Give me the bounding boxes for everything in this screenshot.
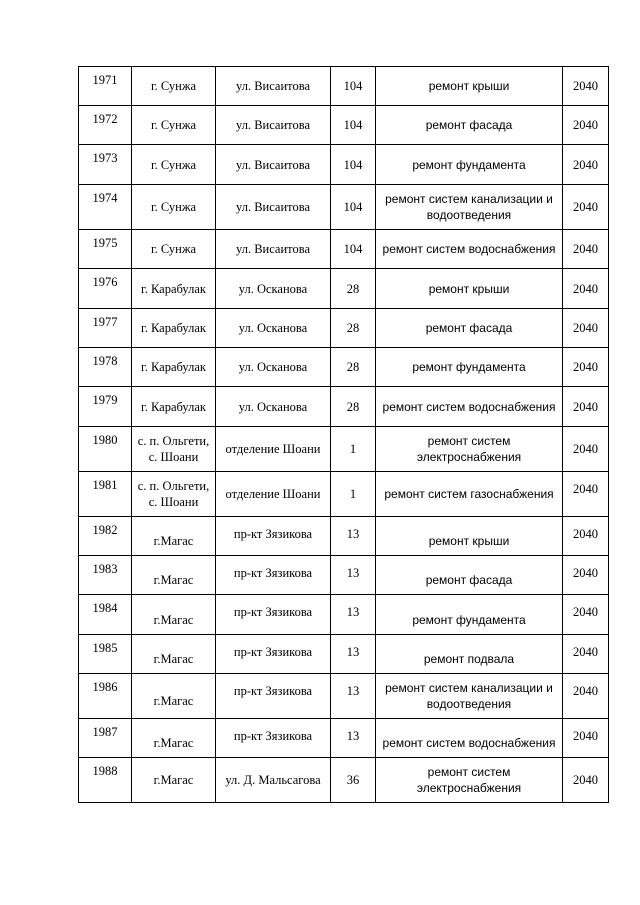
row-number-cell: 1977	[79, 309, 132, 348]
row-number-cell: 1984	[79, 595, 132, 635]
table-row	[79, 427, 609, 472]
planned-year-cell: 2040	[563, 106, 609, 145]
table-row	[79, 635, 609, 674]
street-cell: ул. Висаитова	[216, 145, 331, 185]
repair-work-cell: ремонт систем водоснабжения	[376, 387, 563, 427]
planned-year-cell: 2040	[563, 556, 609, 595]
locality-cell: г.Магас	[132, 517, 216, 556]
row-number-cell: 1976	[79, 269, 132, 309]
locality-cell: г. Карабулак	[132, 309, 216, 348]
planned-year-cell: 2040	[563, 635, 609, 674]
locality-cell: г. Сунжа	[132, 230, 216, 269]
repair-work-cell: ремонт систем канализации и водоотведения	[376, 674, 563, 719]
table-row	[79, 674, 609, 719]
row-number-cell: 1979	[79, 387, 132, 427]
house-number-cell: 13	[331, 674, 376, 719]
street-cell: отделение Шоани	[216, 427, 331, 472]
locality-cell: г.Магас	[132, 556, 216, 595]
street-cell: ул. Висаитова	[216, 106, 331, 145]
row-number-cell: 1981	[79, 472, 132, 517]
repair-work-cell: ремонт крыши	[376, 269, 563, 309]
row-number-cell: 1971	[79, 67, 132, 106]
repair-schedule-table	[78, 66, 609, 803]
repair-work-cell: ремонт крыши	[376, 517, 563, 556]
repair-work-cell: ремонт фундамента	[376, 595, 563, 635]
street-cell: пр-кт Зязикова	[216, 674, 331, 719]
table-row	[79, 185, 609, 230]
row-number-cell: 1975	[79, 230, 132, 269]
repair-work-cell: ремонт систем газоснабжения	[376, 472, 563, 517]
planned-year-cell: 2040	[563, 387, 609, 427]
row-number-cell: 1978	[79, 348, 132, 387]
house-number-cell: 13	[331, 517, 376, 556]
table-row	[79, 348, 609, 387]
table-row	[79, 269, 609, 309]
planned-year-cell: 2040	[563, 185, 609, 230]
row-number-cell: 1982	[79, 517, 132, 556]
locality-cell: г.Магас	[132, 635, 216, 674]
street-cell: пр-кт Зязикова	[216, 517, 331, 556]
locality-cell: г.Магас	[132, 595, 216, 635]
planned-year-cell: 2040	[563, 230, 609, 269]
planned-year-cell: 2040	[563, 595, 609, 635]
table-row	[79, 67, 609, 106]
street-cell: ул. Осканова	[216, 269, 331, 309]
locality-cell: г. Сунжа	[132, 185, 216, 230]
row-number-cell: 1987	[79, 719, 132, 758]
street-cell: ул. Висаитова	[216, 230, 331, 269]
repair-work-cell: ремонт фасада	[376, 556, 563, 595]
street-cell: пр-кт Зязикова	[216, 635, 331, 674]
locality-cell: г. Сунжа	[132, 106, 216, 145]
planned-year-cell: 2040	[563, 758, 609, 803]
repair-work-cell: ремонт фасада	[376, 106, 563, 145]
locality-cell: г.Магас	[132, 719, 216, 758]
row-number-cell: 1974	[79, 185, 132, 230]
street-cell: ул. Осканова	[216, 348, 331, 387]
repair-work-cell: ремонт систем водоснабжения	[376, 230, 563, 269]
locality-cell: г.Магас	[132, 758, 216, 803]
house-number-cell: 104	[331, 67, 376, 106]
row-number-cell: 1973	[79, 145, 132, 185]
repair-work-cell: ремонт систем водоснабжения	[376, 719, 563, 758]
street-cell: ул. Осканова	[216, 387, 331, 427]
house-number-cell: 13	[331, 595, 376, 635]
locality-cell: г.Магас	[132, 674, 216, 719]
table-row	[79, 758, 609, 803]
repair-work-cell: ремонт фундамента	[376, 348, 563, 387]
street-cell: ул. Осканова	[216, 309, 331, 348]
row-number-cell: 1986	[79, 674, 132, 719]
house-number-cell: 28	[331, 348, 376, 387]
planned-year-cell: 2040	[563, 145, 609, 185]
planned-year-cell: 2040	[563, 517, 609, 556]
planned-year-cell: 2040	[563, 348, 609, 387]
table-row	[79, 309, 609, 348]
table-body	[79, 67, 609, 803]
row-number-cell: 1972	[79, 106, 132, 145]
locality-cell: г. Карабулак	[132, 387, 216, 427]
repair-work-cell: ремонт подвала	[376, 635, 563, 674]
locality-cell: г. Карабулак	[132, 269, 216, 309]
house-number-cell: 104	[331, 145, 376, 185]
table-row	[79, 719, 609, 758]
planned-year-cell: 2040	[563, 674, 609, 719]
locality-cell: с. п. Ольгети, с. Шоани	[132, 472, 216, 517]
planned-year-cell: 2040	[563, 472, 609, 517]
table-row	[79, 556, 609, 595]
repair-work-cell: ремонт систем электроснабжения	[376, 758, 563, 803]
street-cell: пр-кт Зязикова	[216, 556, 331, 595]
house-number-cell: 13	[331, 719, 376, 758]
street-cell: ул. Висаитова	[216, 67, 331, 106]
planned-year-cell: 2040	[563, 427, 609, 472]
street-cell: пр-кт Зязикова	[216, 595, 331, 635]
house-number-cell: 1	[331, 427, 376, 472]
house-number-cell: 13	[331, 556, 376, 595]
locality-cell: с. п. Ольгети, с. Шоани	[132, 427, 216, 472]
locality-cell: г. Карабулак	[132, 348, 216, 387]
repair-work-cell: ремонт фасада	[376, 309, 563, 348]
row-number-cell: 1985	[79, 635, 132, 674]
repair-work-cell: ремонт фундамента	[376, 145, 563, 185]
house-number-cell: 1	[331, 472, 376, 517]
street-cell: ул. Висаитова	[216, 185, 331, 230]
table-row	[79, 595, 609, 635]
house-number-cell: 28	[331, 309, 376, 348]
row-number-cell: 1988	[79, 758, 132, 803]
table-row	[79, 106, 609, 145]
house-number-cell: 104	[331, 185, 376, 230]
planned-year-cell: 2040	[563, 269, 609, 309]
locality-cell: г. Сунжа	[132, 67, 216, 106]
locality-cell: г. Сунжа	[132, 145, 216, 185]
table-row	[79, 387, 609, 427]
table-row	[79, 517, 609, 556]
street-cell: ул. Д. Мальсагова	[216, 758, 331, 803]
house-number-cell: 28	[331, 387, 376, 427]
table-row	[79, 145, 609, 185]
house-number-cell: 104	[331, 106, 376, 145]
repair-work-cell: ремонт систем электроснабжения	[376, 427, 563, 472]
street-cell: пр-кт Зязикова	[216, 719, 331, 758]
house-number-cell: 104	[331, 230, 376, 269]
planned-year-cell: 2040	[563, 719, 609, 758]
table-row	[79, 472, 609, 517]
repair-work-cell: ремонт систем канализации и водоотведения	[376, 185, 563, 230]
street-cell: отделение Шоани	[216, 472, 331, 517]
planned-year-cell: 2040	[563, 309, 609, 348]
house-number-cell: 13	[331, 635, 376, 674]
repair-work-cell: ремонт крыши	[376, 67, 563, 106]
table-row	[79, 230, 609, 269]
planned-year-cell: 2040	[563, 67, 609, 106]
row-number-cell: 1980	[79, 427, 132, 472]
house-number-cell: 28	[331, 269, 376, 309]
house-number-cell: 36	[331, 758, 376, 803]
row-number-cell: 1983	[79, 556, 132, 595]
